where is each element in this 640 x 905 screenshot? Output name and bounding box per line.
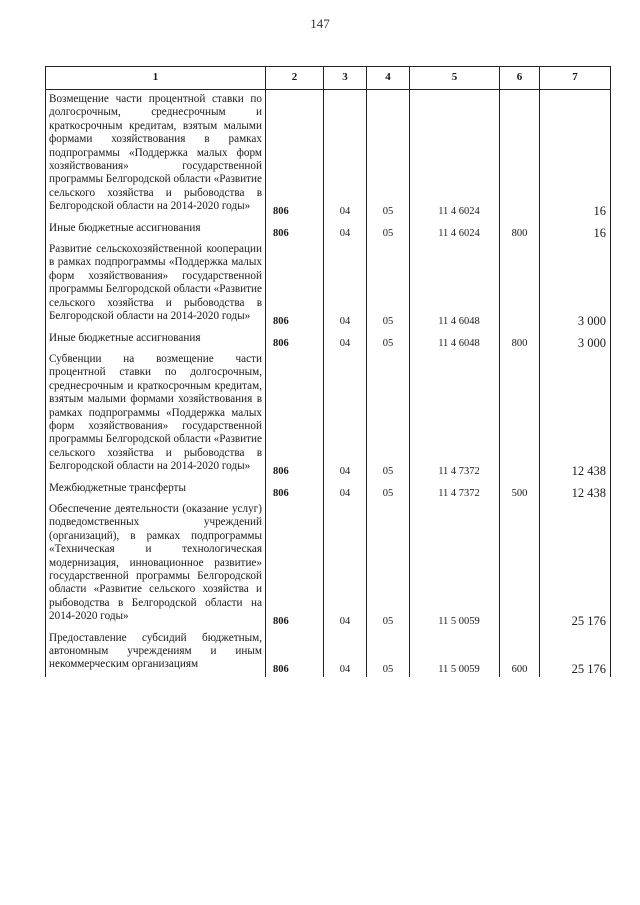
expense-type — [500, 240, 540, 328]
table-row — [46, 500, 611, 629]
target-article: 11 4 6048 — [410, 329, 500, 350]
subsection-code: 05 — [367, 219, 410, 240]
section-code: 04 — [324, 90, 367, 219]
subsection-code: 05 — [367, 500, 410, 629]
ministry-code: 806 — [266, 479, 324, 500]
ministry-code: 806 — [266, 500, 324, 629]
subsection-code: 05 — [367, 329, 410, 350]
amount: 12 438 — [540, 479, 611, 500]
budget-table — [45, 66, 611, 677]
section-code: 04 — [324, 479, 367, 500]
expense-type: 500 — [500, 479, 540, 500]
subsection-code: 05 — [367, 90, 410, 219]
amount: 25 176 — [540, 629, 611, 677]
row-name: Возмещение части процентной ставки по долгосрочным, среднесрочным и краткосрочным кредитам, взятым малыми формами хозяйствования в рамках подпрограммы «Поддержка малых форм хозяйствования» государственной программы Белгородской области «Развитие сельского хозяйства и рыбоводства в Белгородской области на 2014-2020 годы» — [46, 90, 266, 219]
expense-type — [500, 90, 540, 219]
expense-type: 800 — [500, 219, 540, 240]
row-name: Межбюджетные трансферты — [46, 479, 266, 500]
row-name: Иные бюджетные ассигнования — [46, 219, 266, 240]
subsection-code: 05 — [367, 479, 410, 500]
section-code: 04 — [324, 500, 367, 629]
col-header-6: 6 — [500, 67, 540, 90]
subsection-code: 05 — [367, 350, 410, 479]
section-code: 04 — [324, 629, 367, 677]
ministry-code: 806 — [266, 329, 324, 350]
section-code: 04 — [324, 350, 367, 479]
page-number: 147 — [310, 16, 330, 31]
row-name: Обеспечение деятельности (оказание услуг) подведомственных учреждений (организаций), в рамках подпрограммы «Техническая и технологическая модернизация, инновационное развитие» государственной программы Белгородской области «Развитие сельского хозяйства и рыбоводства в Белгородской области на 2014-2020 годы» — [46, 500, 266, 629]
amount: 16 — [540, 90, 611, 219]
expense-type — [500, 350, 540, 479]
row-name: Развитие сельскохозяйственной кооперации в рамках подпрограммы «Поддержка малых форм хозяйствования» государственной программы Белгородской области «Развитие сельского хозяйства и рыбоводства в Белгородской области на 2014-2020 годы» — [46, 240, 266, 328]
col-header-4: 4 — [367, 67, 410, 90]
amount: 3 000 — [540, 329, 611, 350]
section-code: 04 — [324, 329, 367, 350]
target-article: 11 4 7372 — [410, 350, 500, 479]
table-row — [46, 329, 611, 350]
subsection-code: 05 — [367, 629, 410, 677]
col-header-5: 5 — [410, 67, 500, 90]
amount: 3 000 — [540, 240, 611, 328]
ministry-code: 806 — [266, 629, 324, 677]
target-article: 11 4 7372 — [410, 479, 500, 500]
table-row — [46, 90, 611, 219]
table-row — [46, 629, 611, 677]
header-row — [46, 67, 611, 90]
table-row — [46, 350, 611, 479]
target-article: 11 5 0059 — [410, 500, 500, 629]
section-code: 04 — [324, 219, 367, 240]
amount: 12 438 — [540, 350, 611, 479]
ministry-code: 806 — [266, 240, 324, 328]
row-name: Субвенции на возмещение части процентной ставки по долгосрочным, среднесрочным и краткосрочным кредитам, взятым малыми формами хозяйствования в рамках подпрограммы «Поддержка малых форм хозяйствования» государственной программы Белгородской области «Развитие сельского хозяйства и рыбоводства в Белгородской области на 2014-2020 годы» — [46, 350, 266, 479]
subsection-code: 05 — [367, 240, 410, 328]
amount: 16 — [540, 219, 611, 240]
amount: 25 176 — [540, 500, 611, 629]
ministry-code: 806 — [266, 219, 324, 240]
col-header-2: 2 — [266, 67, 324, 90]
section-code: 04 — [324, 240, 367, 328]
expense-type — [500, 500, 540, 629]
table-row — [46, 240, 611, 328]
col-header-7: 7 — [540, 67, 611, 90]
expense-type: 600 — [500, 629, 540, 677]
target-article: 11 4 6024 — [410, 90, 500, 219]
expense-type: 800 — [500, 329, 540, 350]
ministry-code: 806 — [266, 90, 324, 219]
target-article: 11 5 0059 — [410, 629, 500, 677]
row-name: Иные бюджетные ассигнования — [46, 329, 266, 350]
col-header-1: 1 — [46, 67, 266, 90]
ministry-code: 806 — [266, 350, 324, 479]
col-header-3: 3 — [324, 67, 367, 90]
row-name: Предоставление субсидий бюджетным, автономным учреждениям и иным некоммерческим организациям — [46, 629, 266, 677]
table-row — [46, 479, 611, 500]
table-row — [46, 219, 611, 240]
target-article: 11 4 6048 — [410, 240, 500, 328]
target-article: 11 4 6024 — [410, 219, 500, 240]
